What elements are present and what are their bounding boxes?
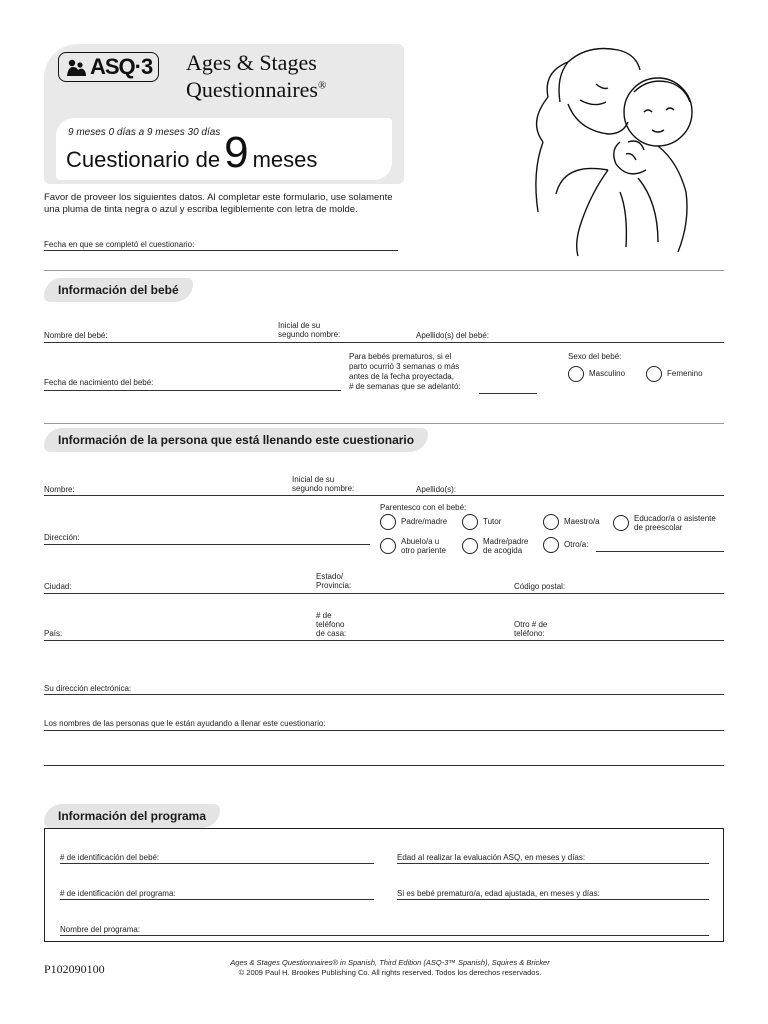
rel-other-option[interactable] xyxy=(543,537,588,553)
program-id-label: # de identificación del programa: xyxy=(60,889,176,898)
rel-foster-option[interactable] xyxy=(462,537,528,555)
person-section-rule xyxy=(44,423,724,424)
rel-grandparent-radio[interactable] xyxy=(380,538,396,554)
country-label: País: xyxy=(44,629,63,638)
rel-grandparent-option[interactable] xyxy=(380,537,446,555)
state-label xyxy=(316,572,351,590)
person-name-field[interactable] xyxy=(44,495,724,496)
sex-male-label: Masculino xyxy=(589,369,626,379)
rel-foster-label-2: de acogida xyxy=(483,546,523,555)
program-adjusted-age-label: Si es bebé prematuro/a, edad ajustada, en meses y días: xyxy=(397,889,600,898)
form-title-suffix: meses xyxy=(252,147,318,172)
state-label-1: Estado/ xyxy=(316,572,344,581)
address-field[interactable] xyxy=(44,544,370,545)
baby-name-field[interactable] xyxy=(44,342,724,343)
form-title xyxy=(66,128,318,177)
program-age-label: Edad al realizar la evaluación ASQ, en meses y días: xyxy=(397,853,586,862)
sex-female-label: Femenino xyxy=(667,369,703,379)
baby-last-name-label: Apellido(s) del bebé: xyxy=(416,331,489,340)
asq-logo xyxy=(58,52,159,82)
rel-other-label: Otro/a: xyxy=(564,540,589,550)
relationship-label: Parentesco con el bebé: xyxy=(380,503,467,512)
sex-male-radio[interactable] xyxy=(568,366,584,382)
premature-line-2: parto ocurrió 3 semanas o más xyxy=(349,362,460,371)
home-phone-label xyxy=(316,611,346,638)
program-adjusted-age-field[interactable] xyxy=(397,899,709,900)
other-phone-label xyxy=(514,620,547,638)
sex-male-option[interactable] xyxy=(568,366,625,382)
completion-date-label: Fecha en que se completó el cuestionario: xyxy=(44,240,195,249)
title-line-2 xyxy=(186,77,326,103)
sex-female-option[interactable] xyxy=(646,366,703,382)
rel-grandparent-label-2: otro pariente xyxy=(401,546,446,555)
sex-female-radio[interactable] xyxy=(646,366,662,382)
home-phone-label-3: de casa: xyxy=(316,629,347,638)
program-section-title: Información del programa xyxy=(44,804,220,828)
form-title-prefix: Cuestionario de xyxy=(66,147,221,172)
rel-educator-label xyxy=(634,514,716,532)
baby-middle-initial-label xyxy=(278,321,340,339)
birth-date-label: Fecha de nacimiento del bebé: xyxy=(44,378,154,387)
state-label-2: Provincia: xyxy=(316,581,352,591)
rel-tutor-radio[interactable] xyxy=(462,514,478,530)
intro-text xyxy=(44,192,393,216)
birth-date-field[interactable] xyxy=(44,390,341,391)
baby-middle-initial-label-1: Inicial de su xyxy=(278,321,321,330)
program-baby-id-field[interactable] xyxy=(60,863,374,864)
rel-educator-option[interactable] xyxy=(613,514,716,532)
rel-educator-radio[interactable] xyxy=(613,515,629,531)
title-line-2-text: Questionnaires xyxy=(186,77,318,102)
person-middle-initial-label xyxy=(292,475,354,493)
home-phone-label-1: # de xyxy=(316,611,332,620)
weeks-premature-field[interactable] xyxy=(479,393,537,394)
registered-mark: ® xyxy=(317,79,327,92)
footer-line-1: Ages & Stages Questionnaires® in Spanish, Third Edition (ASQ-3™ Spanish), Squires & Bricker xyxy=(230,958,550,967)
zip-label: Código postal: xyxy=(514,582,566,591)
country-phone-field[interactable] xyxy=(44,640,724,641)
rel-parent-label: Padre/madre xyxy=(401,517,448,527)
person-last-name-label: Apellido(s): xyxy=(416,485,457,494)
rel-educator-label-2: de preescolar xyxy=(634,523,683,532)
premature-line-1: Para bebés prematuros, si el xyxy=(349,352,452,361)
person-middle-initial-label-1: Inicial de su xyxy=(292,475,335,484)
intro-line-2: una pluma de tinta negra o azul y escriba legiblemente con letra de molde. xyxy=(44,204,358,215)
premature-note xyxy=(349,352,461,392)
program-age-field[interactable] xyxy=(397,863,709,864)
email-label: Su dirección electrónica: xyxy=(44,684,132,693)
other-phone-label-1: Otro # de xyxy=(514,620,548,629)
address-label: Dirección: xyxy=(44,533,80,542)
rel-tutor-option[interactable] xyxy=(462,514,501,530)
logo-text: ASQ·3 xyxy=(90,54,153,79)
baby-middle-initial-label-2: segundo nombre: xyxy=(278,330,341,340)
rel-other-radio[interactable] xyxy=(543,537,559,553)
completion-date-field[interactable] xyxy=(44,250,398,251)
rel-foster-label-1: Madre/padre xyxy=(483,537,529,546)
baby-section-title: Información del bebé xyxy=(44,278,193,302)
program-baby-id-label: # de identificación del bebé: xyxy=(60,853,160,862)
program-box xyxy=(44,828,724,942)
city-label: Ciudad: xyxy=(44,582,72,591)
premature-line-4: # de semanas que se adelantó: xyxy=(349,382,461,391)
rel-grandparent-label xyxy=(401,537,446,555)
title-line-1: Ages & Stages xyxy=(186,50,317,75)
rel-teacher-option[interactable] xyxy=(543,514,600,530)
form-title-number: 9 xyxy=(224,128,249,177)
rel-tutor-label: Tutor xyxy=(483,517,502,527)
rel-teacher-radio[interactable] xyxy=(543,514,559,530)
intro-line-1: Favor de proveer los siguientes datos. Al completar este formulario, use solamente xyxy=(44,192,393,203)
parent-baby-illustration xyxy=(508,42,698,257)
footer-line-2: © 2009 Paul H. Brookes Publishing Co. All rights reserved. Todos los derechos reservados. xyxy=(238,968,542,977)
rel-other-field[interactable] xyxy=(596,551,724,552)
person-section-title: Información de la persona que está llenando este cuestionario xyxy=(44,428,428,452)
premature-line-3: antes de la fecha proyectada, xyxy=(349,372,454,381)
other-phone-label-2: teléfono: xyxy=(514,629,545,638)
baby-section-rule xyxy=(44,270,724,271)
parent-child-logo-icon xyxy=(65,58,87,76)
program-id-field[interactable] xyxy=(60,899,374,900)
sex-label: Sexo del bebé: xyxy=(568,352,622,361)
rel-parent-option[interactable] xyxy=(380,514,447,530)
program-name-label: Nombre del programa: xyxy=(60,925,141,934)
rel-foster-radio[interactable] xyxy=(462,538,478,554)
footer-code: P102090100 xyxy=(44,962,105,976)
rel-grandparent-label-1: Abuelo/a u xyxy=(401,537,440,546)
rel-teacher-label: Maestro/a xyxy=(564,517,600,527)
age-range: 9 meses 0 días a 9 meses 30 días xyxy=(68,127,221,138)
helpers-label: Los nombres de las personas que le están ayudando a llenar este cuestionario: xyxy=(44,719,326,728)
home-phone-label-2: teléfono xyxy=(316,620,345,629)
person-middle-initial-label-2: segundo nombre: xyxy=(292,484,355,494)
rel-parent-radio[interactable] xyxy=(380,514,396,530)
baby-name-label: Nombre del bebé: xyxy=(44,331,108,340)
rel-foster-label xyxy=(483,537,528,555)
helpers-field-2[interactable] xyxy=(44,765,724,766)
program-name-field[interactable] xyxy=(60,935,709,936)
email-field[interactable] xyxy=(44,694,724,695)
person-name-label: Nombre: xyxy=(44,485,75,494)
rel-educator-label-1: Educador/a o asistente xyxy=(634,514,716,523)
footer-credits xyxy=(180,958,600,978)
city-state-zip-field[interactable] xyxy=(44,593,724,594)
helpers-field-1[interactable] xyxy=(44,730,724,731)
